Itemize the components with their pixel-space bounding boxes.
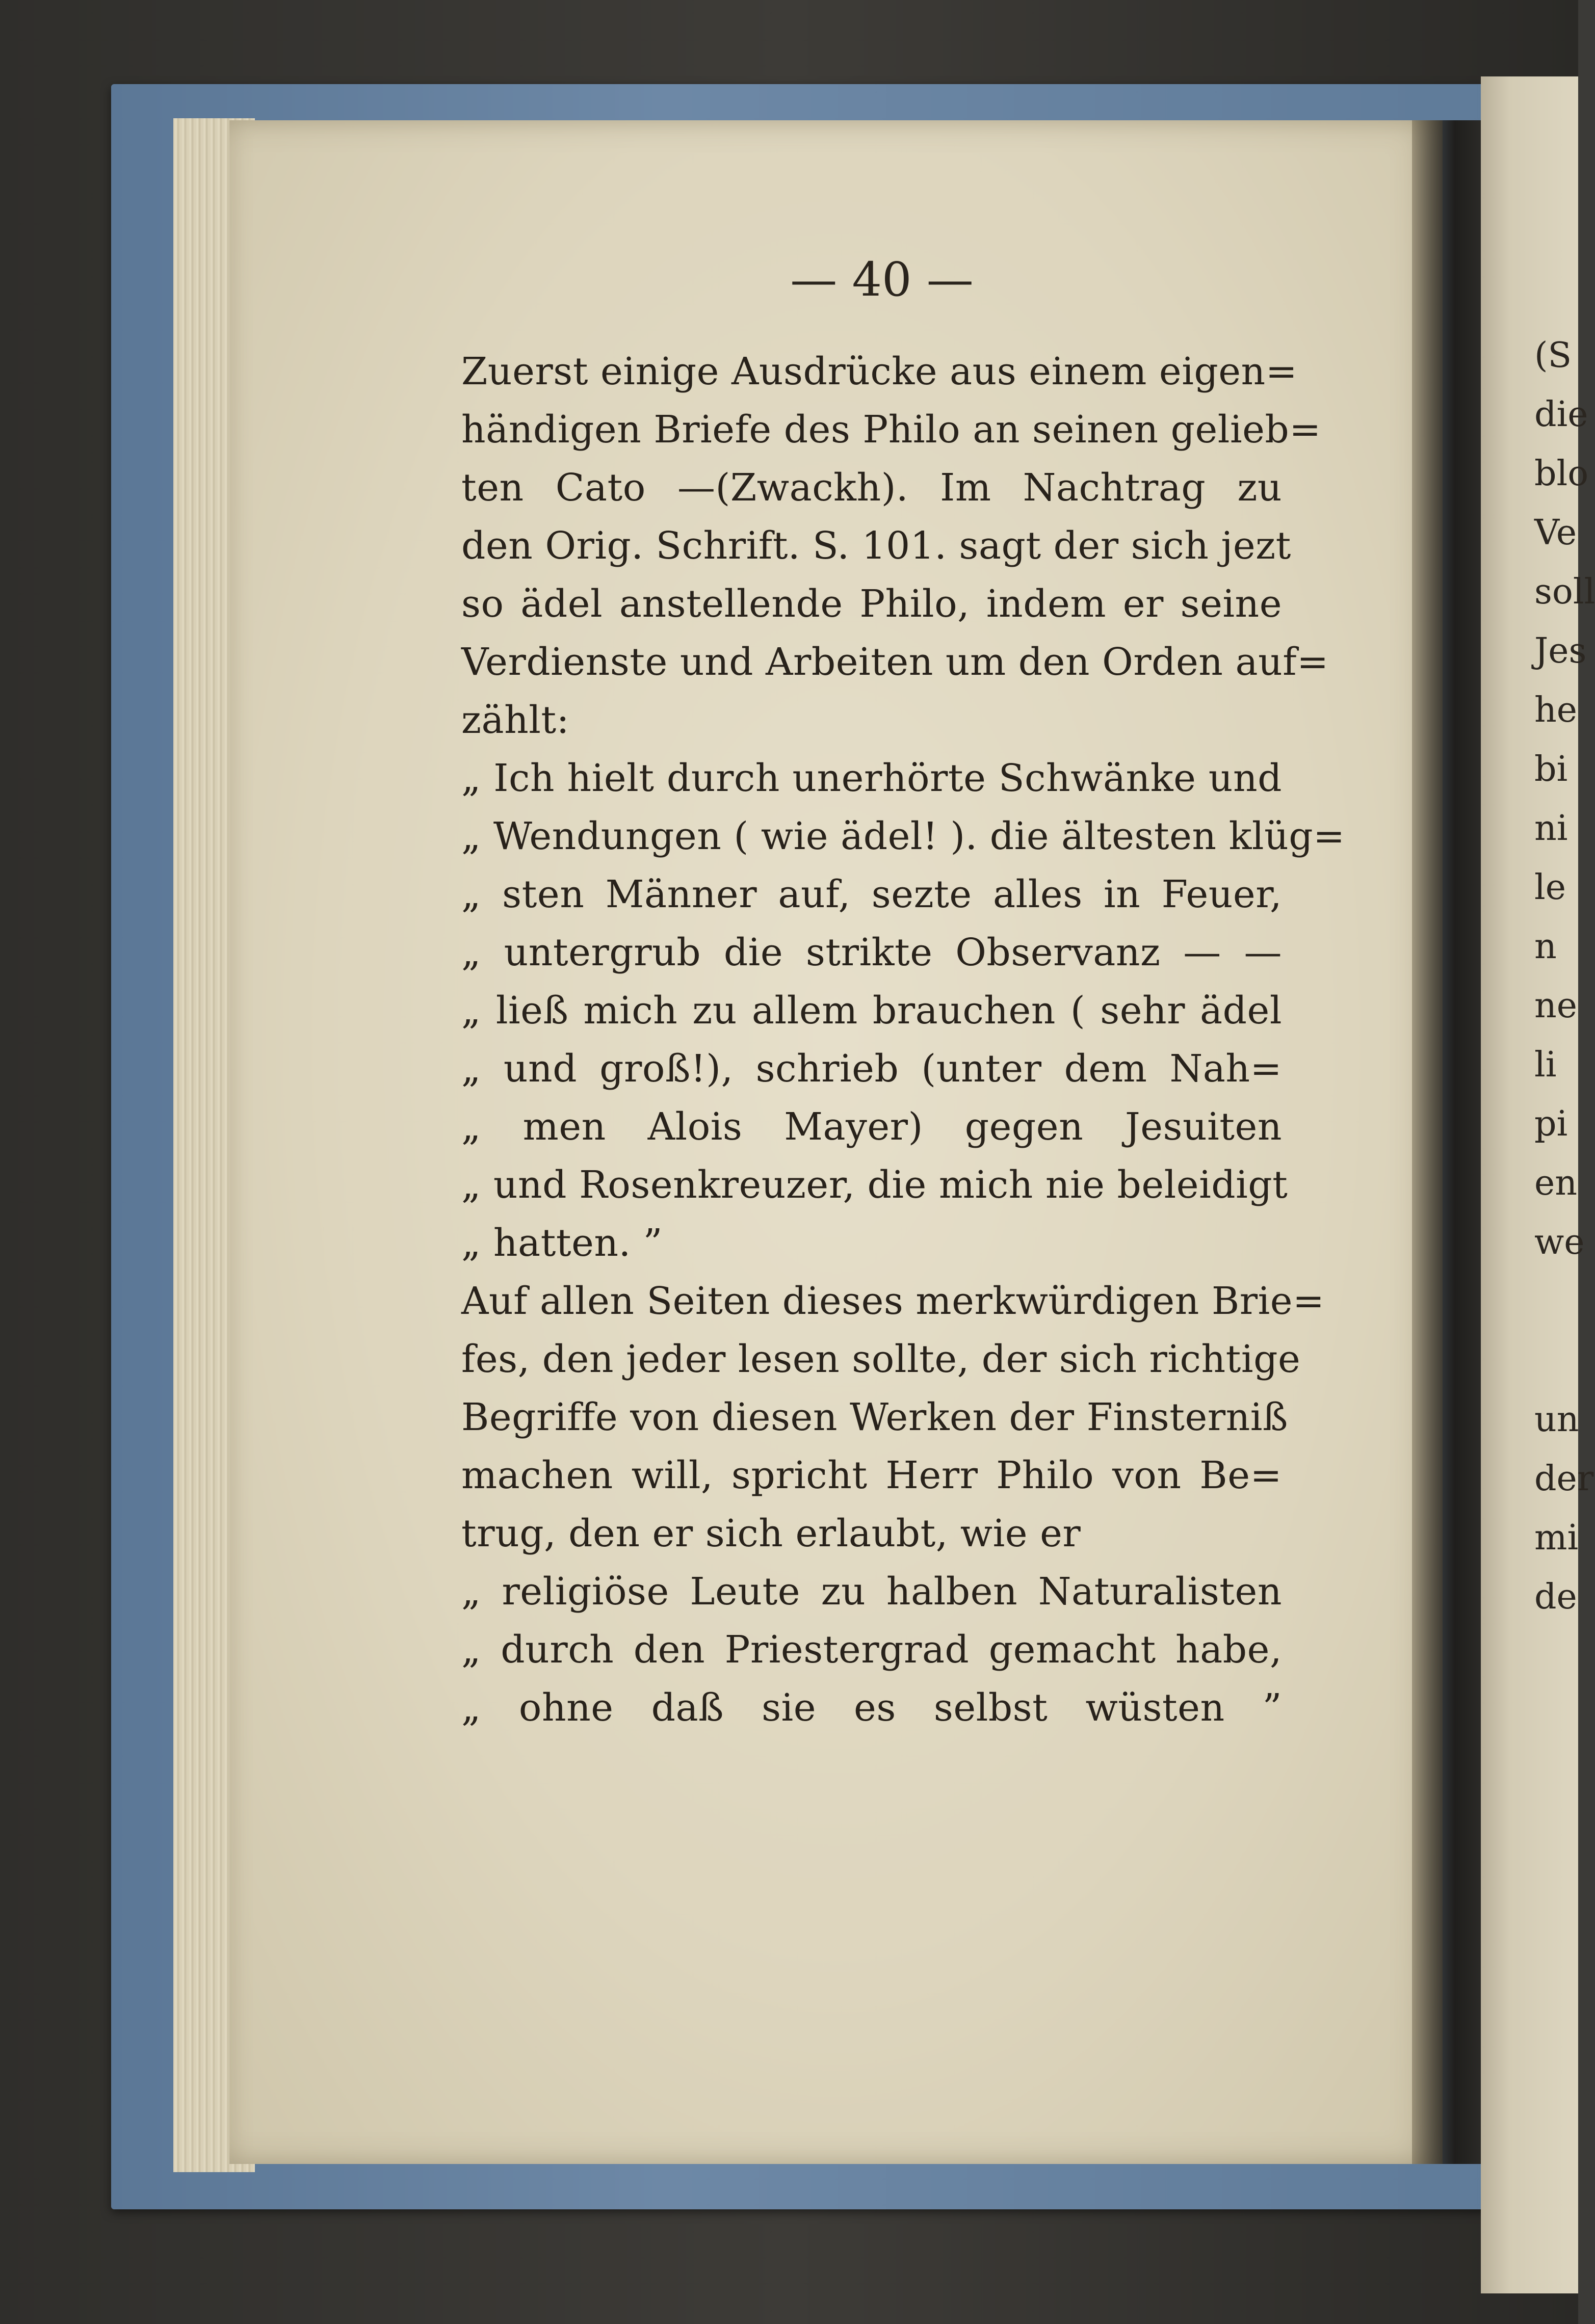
- facing-fragment: de: [1534, 1577, 1577, 1617]
- facing-fragment: he: [1534, 690, 1578, 730]
- page-number: — 40 —: [790, 252, 974, 307]
- quote-line: „ hatten. ”: [461, 1221, 663, 1265]
- facing-fragment: Ve: [1534, 513, 1577, 553]
- facing-fragment: ni: [1534, 808, 1568, 849]
- facing-fragment: blo: [1534, 454, 1589, 494]
- text-line: so ädel anstellende Philo, indem er seine: [461, 582, 1282, 626]
- quote-line: „ men Alois Mayer) gegen Jesuiten: [461, 1105, 1282, 1149]
- facing-fragment: mi: [1534, 1518, 1579, 1558]
- quote-line: „ religiöse Leute zu halben Naturalisten: [461, 1570, 1282, 1614]
- text-line: Begriffe von diesen Werken der Finsterniß: [461, 1395, 1288, 1439]
- facing-fragment: li: [1534, 1045, 1557, 1085]
- quote-line: „ sten Männer auf, sezte alles in Feuer,: [461, 873, 1282, 916]
- text-line: fes, den jeder lesen sollte, der sich richtige: [461, 1337, 1301, 1381]
- quote-line: „ Wendungen ( wie ädel! ). die ältesten klüg=: [461, 814, 1345, 858]
- facing-fragment: le: [1534, 867, 1566, 908]
- text-line: machen will, spricht Herr Philo von Be=: [461, 1454, 1282, 1497]
- quote-line: „ untergrub die strikte Observanz — —: [461, 931, 1282, 974]
- facing-fragment: ne: [1534, 986, 1578, 1026]
- facing-fragment: Jes: [1534, 631, 1587, 671]
- page-body-text: [461, 342, 1345, 1737]
- facing-fragment: n: [1534, 927, 1557, 967]
- text-line: ten Cato —(Zwackh). Im Nachtrag zu: [461, 466, 1282, 510]
- quote-line: „ Ich hielt durch unerhörte Schwänke und: [461, 756, 1282, 800]
- quote-line: „ und Rosenkreuzer, die mich nie beleidigt: [461, 1163, 1288, 1207]
- facing-fragment: der: [1534, 1459, 1594, 1499]
- text-line: den Orig. Schrift. S. 101. sagt der sich jezt: [461, 524, 1291, 568]
- text-line: zählt:: [461, 698, 570, 742]
- quote-line: „ durch den Priestergrad gemacht habe,: [461, 1628, 1282, 1672]
- facing-fragment: bi: [1534, 749, 1568, 789]
- book-gutter: [1412, 120, 1483, 2164]
- text-line: Zuerst einige Ausdrücke aus einem eigen=: [461, 350, 1298, 393]
- facing-fragment: (S: [1534, 335, 1572, 376]
- facing-fragment: die: [1534, 394, 1588, 435]
- facing-fragment: un: [1534, 1399, 1579, 1440]
- text-line: trug, den er sich erlaubt, wie er: [461, 1512, 1081, 1555]
- quote-line: „ ohne daß sie es selbst wüsten ”: [461, 1686, 1282, 1730]
- quote-line: „ und groß!), schrieb (unter dem Nah=: [461, 1047, 1282, 1091]
- facing-fragment: pi: [1534, 1104, 1568, 1144]
- facing-fragment: we: [1534, 1222, 1585, 1262]
- quote-line: „ ließ mich zu allem brauchen ( sehr ädel: [461, 989, 1282, 1033]
- facing-fragment: en: [1534, 1163, 1578, 1203]
- text-line: händigen Briefe des Philo an seinen gelieb=: [461, 408, 1321, 452]
- text-line: Auf allen Seiten dieses merkwürdigen Brie=: [461, 1279, 1325, 1323]
- facing-page-text: [1534, 326, 1595, 1627]
- facing-fragment: soll: [1534, 572, 1595, 612]
- text-line: Verdienste und Arbeiten um den Orden auf=: [461, 640, 1329, 684]
